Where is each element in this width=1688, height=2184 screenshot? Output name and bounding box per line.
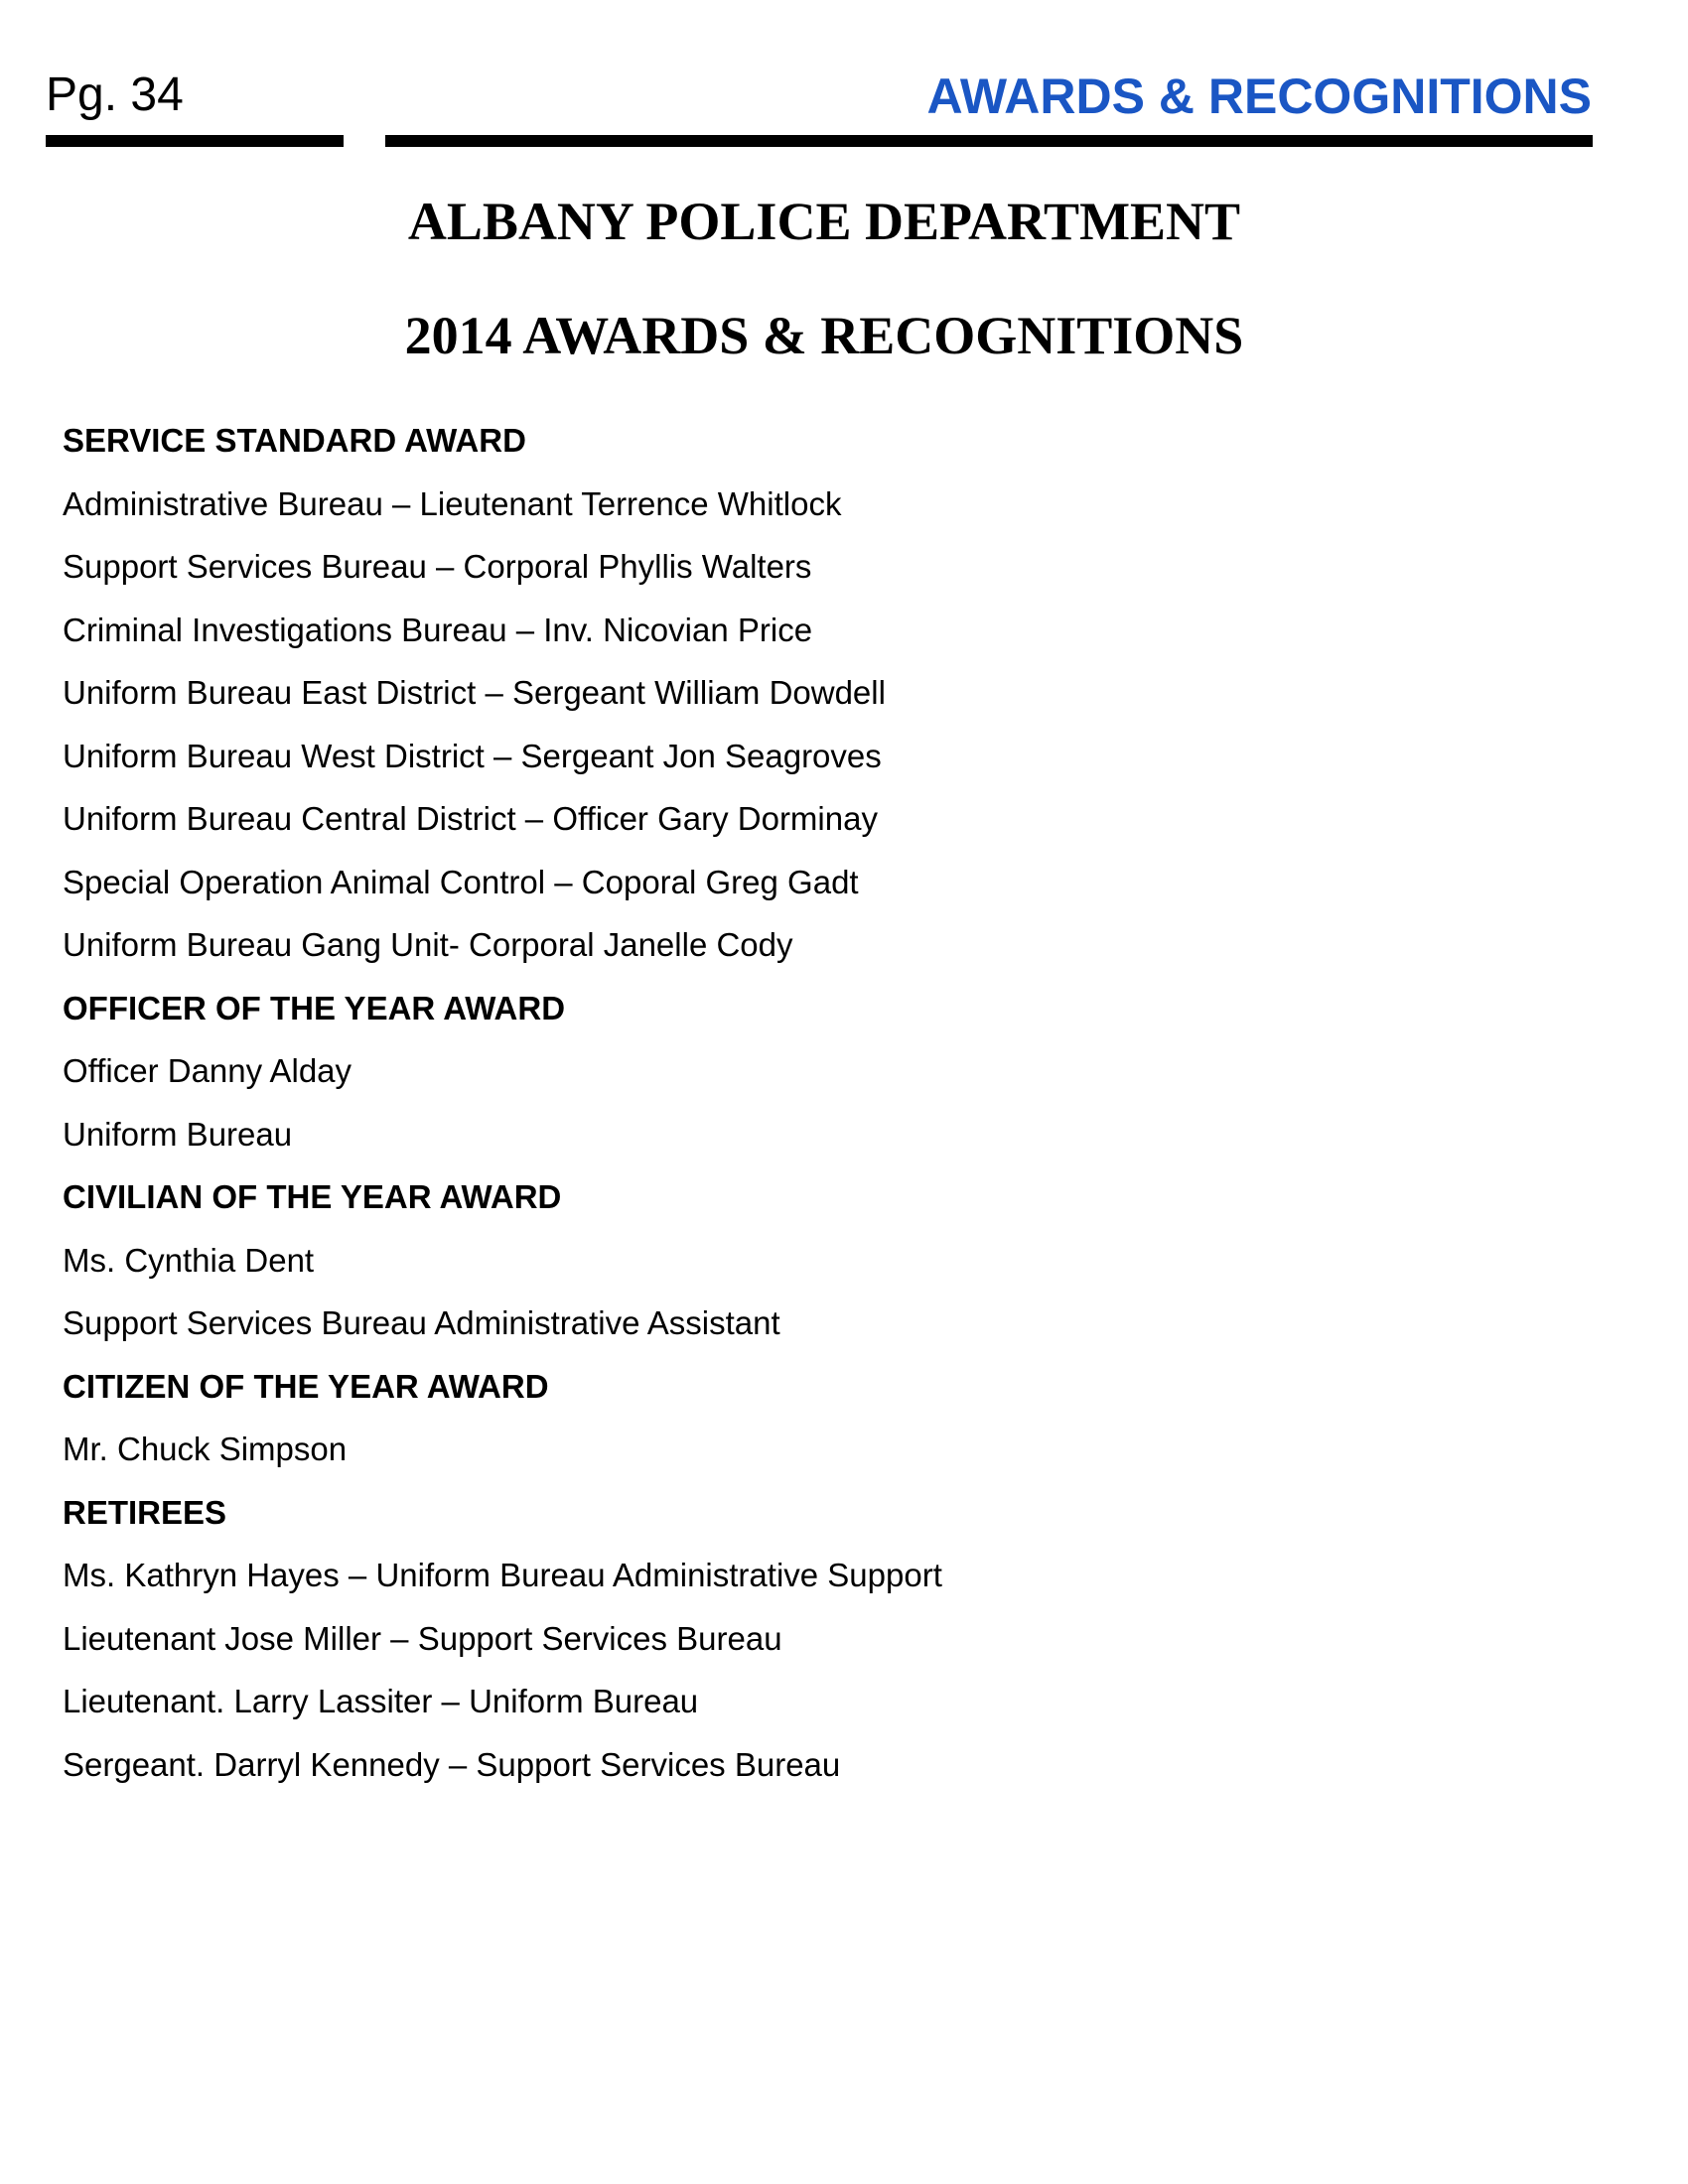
list-item: Administrative Bureau – Lieutenant Terrence Whitlock [63,484,842,522]
header-rule-left [46,135,344,147]
page-number: Pg. 34 [46,68,184,121]
list-item: Lieutenant Jose Miller – Support Services Bureau [63,1619,782,1657]
header-rule-right [385,135,1593,147]
section-heading: SERVICE STANDARD AWARD [63,422,526,459]
section-retirees [63,1481,1552,1797]
list-item: Support Services Bureau – Corporal Phyllis Walters [63,548,812,585]
list-item: Criminal Investigations Bureau – Inv. Nicovian Price [63,611,813,648]
document-title: ALBANY POLICE DEPARTMENT [407,192,1241,251]
section-service-standard-award [63,409,1552,977]
section-title: AWARDS & RECOGNITIONS [926,68,1592,124]
list-item: Special Operation Animal Control – Coporal Greg Gadt [63,863,859,900]
list-item: Uniform Bureau West District – Sergeant Jon Seagroves [63,737,882,774]
list-item: Ms. Kathryn Hayes – Uniform Bureau Administrative Support [63,1557,942,1593]
section-citizen-of-the-year [63,1355,1552,1481]
document-subtitle: 2014 AWARDS & RECOGNITIONS [404,306,1244,365]
awards-list [63,409,1552,1796]
list-item: Uniform Bureau [63,1115,293,1153]
list-item: Uniform Bureau East District – Sergeant William Dowdell [63,674,886,711]
list-item: Uniform Bureau Central District – Officer Gary Dorminay [63,800,878,837]
section-civilian-of-the-year [63,1165,1552,1355]
section-heading: OFFICER OF THE YEAR AWARD [63,989,566,1026]
section-heading: RETIREES [63,1493,227,1531]
list-item: Mr. Chuck Simpson [63,1431,348,1467]
section-heading: CIVILIAN OF THE YEAR AWARD [63,1178,562,1215]
list-item: Support Services Bureau Administrative Assistant [63,1304,780,1341]
list-item: Sergeant. Darryl Kennedy – Support Services Bureau [63,1745,841,1783]
section-heading: CITIZEN OF THE YEAR AWARD [63,1367,549,1405]
list-item: Officer Danny Alday [63,1052,352,1089]
list-item: Lieutenant. Larry Lassiter – Uniform Bureau [63,1683,699,1719]
list-item: Ms. Cynthia Dent [63,1241,315,1279]
section-officer-of-the-year [63,977,1552,1166]
list-item: Uniform Bureau Gang Unit- Corporal Janelle Cody [63,926,793,963]
